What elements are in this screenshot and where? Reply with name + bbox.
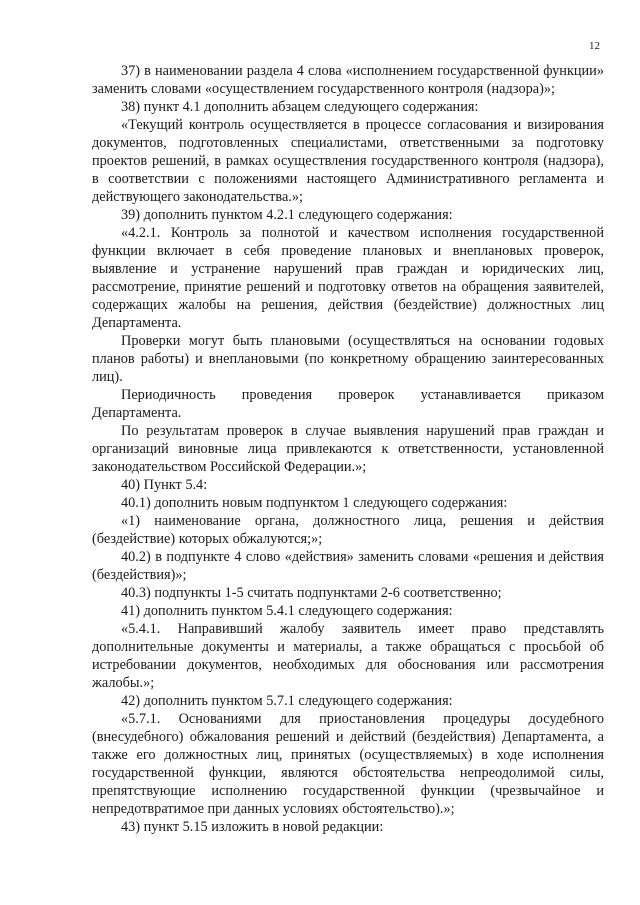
paragraph: 38) пункт 4.1 дополнить абзацем следующего содержания: [121, 99, 479, 115]
paragraph: «Текущий контроль осуществляется в процессе согласования и визирования документов, подготовленных специалистами, ответственными за подготовку проектов решений, в рамках осуществления государственного контроля (надзора), в соответствии с положениями настоящего Административного регламента и действующего законодательства.»; [92, 117, 604, 205]
paragraph: Периодичность проведения проверок устанавливается приказом Департамента. [92, 387, 604, 421]
paragraph: 40.3) подпункты 1-5 считать подпунктами 2-6 соответственно; [121, 585, 502, 601]
paragraph: «4.2.1. Контроль за полнотой и качеством исполнения государственной функции включает в себя проведение плановых и внеплановых проверок, выявление и устранение нарушений прав граждан и юридических лиц, рассмотрение, принятие решений и подготовку ответов на обращения заявителей, содержащих жалобы на решения, действия (бездействие) должностных лиц Департамента. [92, 225, 604, 331]
paragraph: «1) наименование органа, должностного лица, решения и действия (бездействие) которых обжалуются;»; [92, 513, 604, 547]
paragraph: 40) Пункт 5.4: [121, 477, 208, 493]
paragraph: 37) в наименовании раздела 4 слова «исполнением государственной функции» заменить словами «осуществлением государственного контроля (надзора)»; [92, 63, 604, 97]
page-number: 12 [589, 40, 600, 52]
paragraph: По результатам проверок в случае выявления нарушений прав граждан и организаций виновные лица привлекаются к ответственности, установленной законодательством Российской Федерации.»; [92, 423, 604, 475]
paragraph: 39) дополнить пунктом 4.2.1 следующего содержания: [121, 207, 453, 223]
paragraph: 41) дополнить пунктом 5.4.1 следующего содержания: [121, 603, 453, 619]
paragraph: «5.4.1. Направивший жалобу заявитель имеет право представлять дополнительные документы и материалы, а также обращаться с просьбой об истребовании документов, необходимых для обоснования или рассмотрения жалобы.»; [92, 621, 604, 691]
paragraph: 43) пункт 5.15 изложить в новой редакции: [121, 819, 384, 835]
paragraph: 40.2) в подпункте 4 слово «действия» заменить словами «решения и действия (бездействия)»; [92, 549, 604, 583]
paragraph: «5.7.1. Основаниями для приостановления процедуры досудебного (внесудебного) обжалования решений и действий (бездействия) Департамента, а также его должностных лиц, принятых (осуществляемых) в ходе исполнения государственной функции, являются обстоятельства непреодолимой силы, препятствующие исполнению государственной функции (чрезвычайное и непредотвратимое при данных условиях обстоятельство).»; [92, 711, 604, 817]
paragraph: 40.1) дополнить новым подпунктом 1 следующего содержания: [121, 495, 508, 511]
paragraph: Проверки могут быть плановыми (осуществляться на основании годовых планов работы) и внеплановыми (по конкретному обращению заинтересованных лиц). [92, 333, 604, 385]
document-body [92, 62, 604, 836]
paragraph: 42) дополнить пунктом 5.7.1 следующего содержания: [121, 693, 453, 709]
